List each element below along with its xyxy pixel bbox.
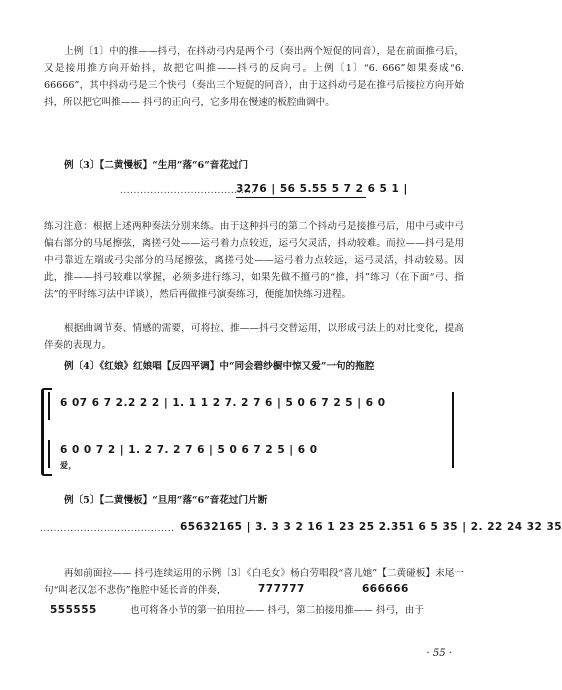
example-3-heading: 例〔3〕【二黄慢板】“生用”落“6”音花过门: [64, 160, 249, 171]
barline-start-upper: [48, 392, 50, 420]
page-number: · 55 ·: [426, 648, 452, 659]
dotted-leader-1: ........................................: [120, 186, 255, 196]
barline-start-lower: [48, 440, 50, 468]
paragraph-4: 再如前面拉—— 抖弓连续运用的示例〔3〕《白毛女》杨白劳唱段“喜儿她”【二黄碰板】末尾一句“叫老汉怎不悲伤”拖腔中延长音的伴奏，: [44, 568, 464, 596]
example-4-lyric: 爱，: [60, 461, 77, 470]
example-5-notation: 65632165 | 3. 3 3 2 16 1 23 25 2.351 6 5 35 | 2. 22 24 32 35: [180, 521, 562, 533]
inline-notation-b: 666666: [362, 583, 409, 595]
barline-end: [452, 392, 454, 468]
notation-underline: [236, 197, 366, 198]
example-3-notation: 3276 | 56 5.55 5 7 2 6 5 1 |: [236, 183, 408, 195]
paragraph-1: 上例〔1〕中的推——抖弓，在抖动弓内是两个弓（奏出两个短促的同音），是在前面推弓后，又是接用推方向开始抖，故把它叫推——抖弓的反向弓。上例〔1〕“6. 666”如果奏成“6. 66666”，其中抖动弓是三个快弓（奏出三个短促的同音），由于这抖动弓是在推弓后接拉方向开始抖，所以把它叫推—— 抖弓的正向弓，它多用在慢速的板腔曲调中。: [44, 46, 464, 108]
example-4-upper-notation: 6 07 6 7 2.2 2 2 | 1. 1 1 2 7. 2 7 6 | 5 0 6 7 2 5 | 6 0: [60, 397, 386, 409]
inline-notation-c: 555555: [50, 604, 97, 616]
paragraph-5: 也可将各小节的第一拍用拉—— 抖弓，第二拍接用推—— 抖弓，由于: [130, 605, 424, 616]
example-4-heading: 例〔4〕《红娘》红娘唱【反四平调】中“同会碧纱橱中惊又爱”一句的拖腔: [64, 361, 375, 372]
example-5-heading: 例〔5〕【二黄慢板】“旦用”落“6”音花过门片断: [64, 495, 268, 506]
staff-brace: [41, 388, 52, 476]
inline-notation-a: 777777: [258, 583, 305, 595]
paragraph-3: 根据曲调节奏、情感的需要，可将拉、推——抖弓交替运用，以形成弓法上的对比变化，提高伴奏的表现力。: [44, 323, 464, 351]
dotted-leader-2: ........................................: [40, 524, 175, 534]
paragraph-2: 练习注意：根据上述两种奏法分别来练。由于这种抖弓的第二个抖动弓是接推弓后，用中弓或中弓偏右部分的马尾擦弦，离搓弓处——运弓着力点较近，运弓欠灵活，抖动较难。而拉——抖弓是用中弓靠近左端或弓尖部分的马尾擦弦，离搓弓处——运弓着力点较远，运弓灵活，抖动较易。因此，推——抖弓较难以掌握，必须多进行练习，如果先做不擅弓的“推，抖”练习（在下面“弓、指法”的平时练习法中详谈），然后再做推弓演奏练习，便能加快练习进程。: [44, 221, 464, 300]
example-4-lower-notation: 6 0 0 7 2 | 1. 2 7. 2 7 6 | 5 0 6 7 2 5 | 6 0: [60, 444, 318, 456]
